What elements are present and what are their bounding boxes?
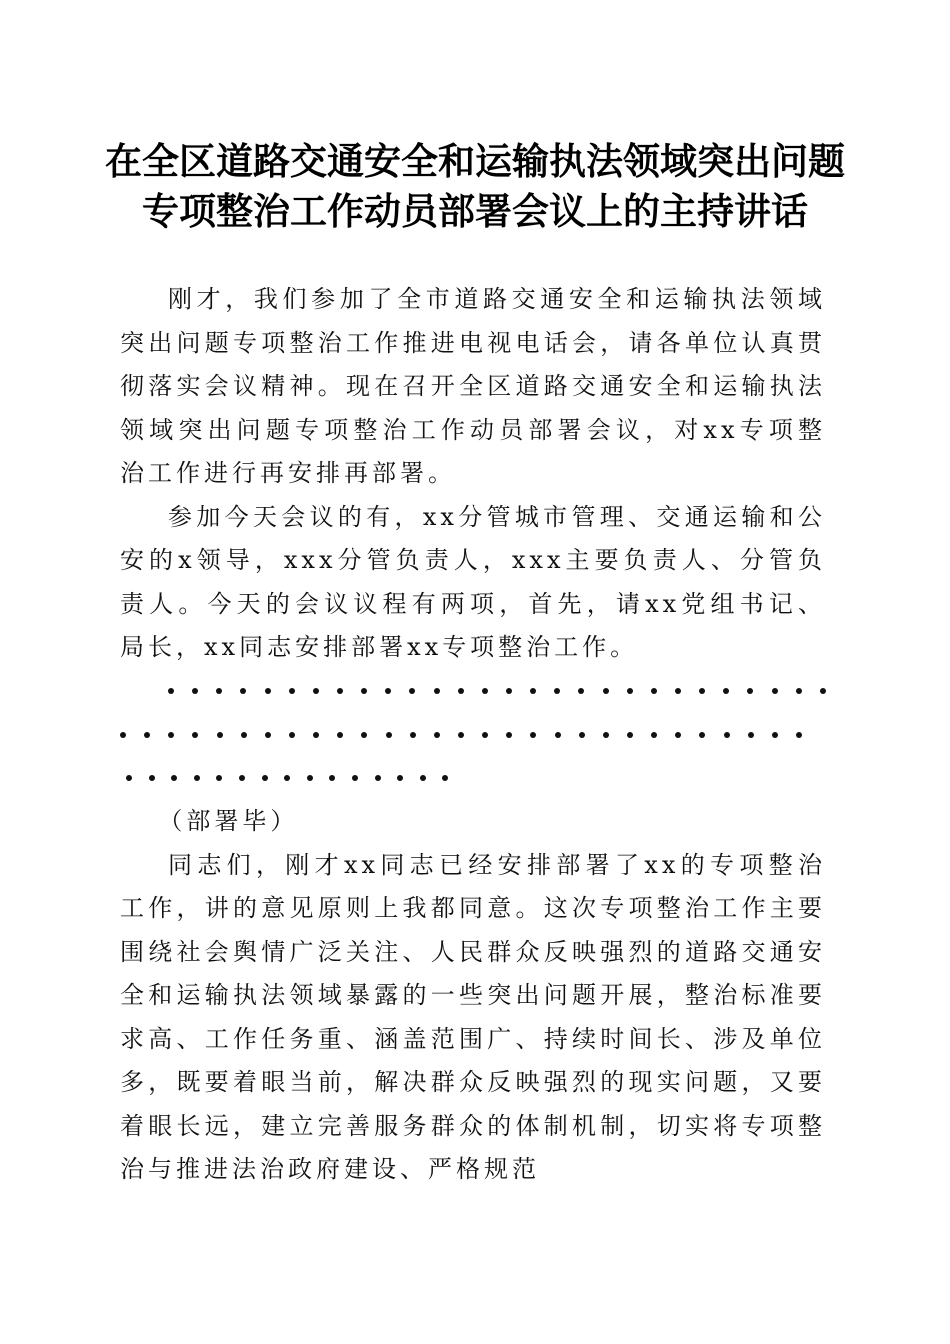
document-body: [120, 278, 826, 1192]
dots-line-1: [120, 670, 826, 714]
paragraph-2: 参加今天会议的有，xx分管城市管理、交通运输和公安的x领导，xxx分管负责人，xxx主要负责人、分管负责人。今天的会议议程有两项，首先，请xx党组书记、局长，xx同志安排部署xx专项整治工作。: [120, 502, 826, 661]
dots-line-2: [120, 713, 826, 757]
paragraph-3: 同志们，刚才xx同志已经安排部署了xx的专项整治工作，讲的意见原则上我都同意。这次专项整治工作主要围绕社会舆情广泛关注、人民群众反映强烈的道路交通安全和运输执法领域暴露的一些突出问题开展，整治标准要求高、工作任务重、涵盖范围广、持续时间长、涉及单位多，既要着眼当前，解决群众反映强烈的现实问题，又要着眼长远，建立完善服务群众的体制机制，切实将专项整治与推进法治政府建设、严格规范: [120, 850, 826, 1183]
title-line-2: 专项整治工作动员部署会议上的主持讲话: [142, 189, 808, 233]
paragraph-1: 刚才，我们参加了全市道路交通安全和运输执法领域突出问题专项整治工作推进电视电话会，请各单位认真贯彻落实会议精神。现在召开全区道路交通安全和运输执法领域突出问题专项整治工作动员部署会议，对xx专项整治工作进行再安排再部署。: [120, 285, 826, 487]
title-line-1: 在全区道路交通安全和运输执法领域突出问题: [105, 139, 845, 183]
dots-line-3: [120, 757, 826, 801]
deployment-finished-note: （部署毕）: [158, 807, 299, 835]
document-title: [100, 136, 850, 236]
ellipsis-dots: [120, 670, 826, 801]
